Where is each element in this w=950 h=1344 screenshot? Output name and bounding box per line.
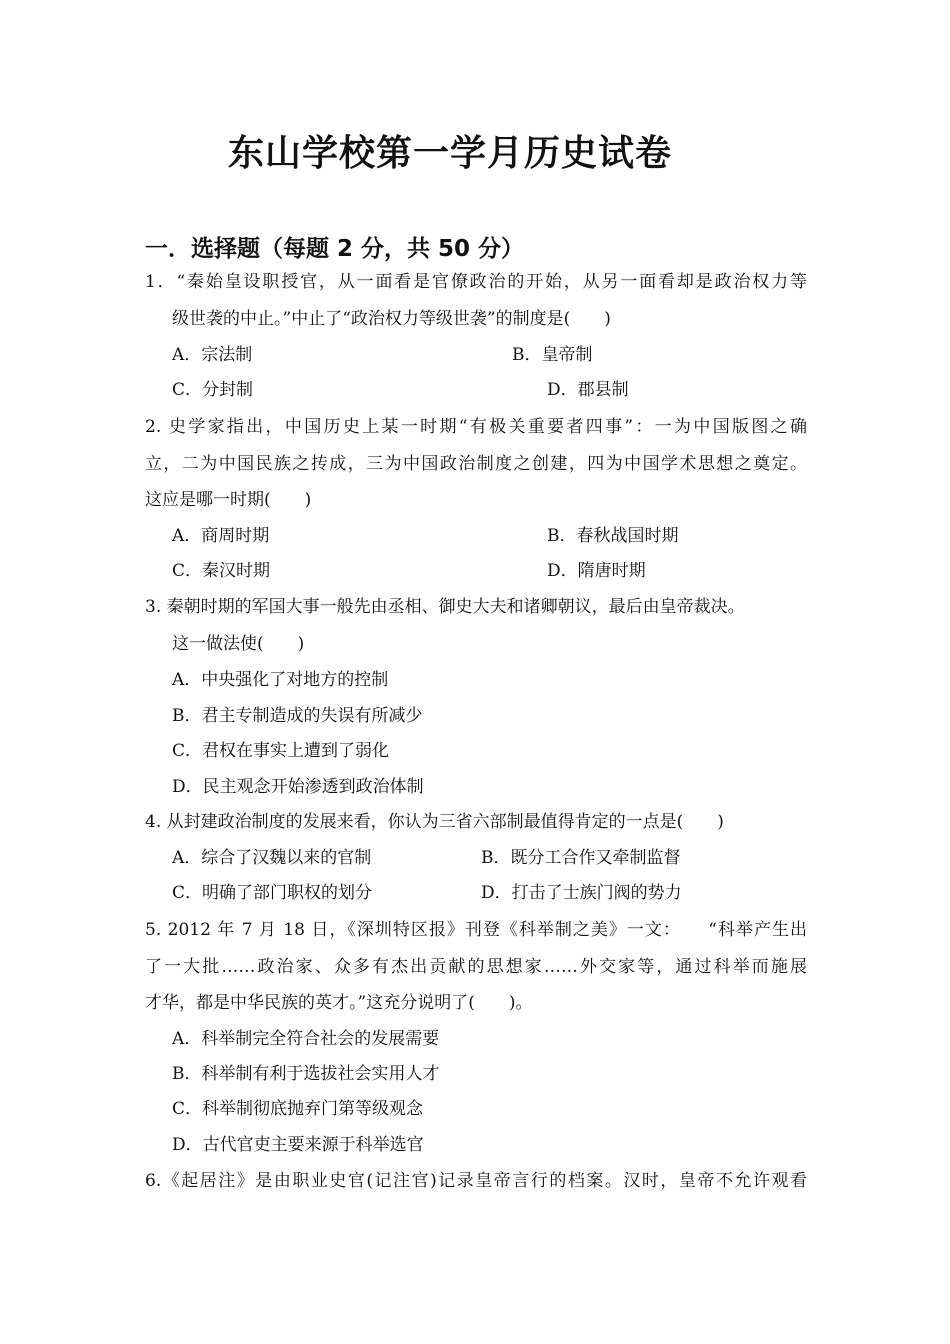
q4-stem-line1: 4. 从封建政治制度的发展来看，你认为三省六部制最值得肯定的一点是( ) [145,812,724,832]
q1-stem-line2: 级世袭的中止。”中止了“政治权力等级世袭”的制度是( ) [172,309,611,329]
q4-option-c: C．明确了部门职权的划分 [172,883,373,903]
q1-option-d: D．郡县制 [547,380,629,400]
q5-option-d: D．古代官吏主要来源于科举选官 [172,1135,424,1155]
q2-option-a: A．商周时期 [172,526,270,546]
q3-option-a: A．中央强化了对地方的控制 [172,670,389,690]
q3-option-b: B．君主专制造成的失误有所减少 [172,706,423,726]
q5-stem-line1: 5. 2012 年 7 月 18 日，《深圳特区报》刊登《科举制之美》一文： “科举产生出 [145,920,807,940]
q4-option-b: B．既分工合作又牵制监督 [481,848,681,868]
q1-stem-line1: 1．“秦始皇设职授官，从一面看是官僚政治的开始，从另一面看却是政治权力等 [145,272,807,292]
q5-option-a: A．科举制完全符合社会的发展需要 [172,1029,440,1049]
q1-option-a: A．宗法制 [172,345,253,365]
q3-stem-line2: 这一做法使( ) [172,634,305,654]
q5-stem-line3: 才华，都是中华民族的英才。”这充分说明了( )。 [145,993,533,1013]
q4-option-d: D．打击了士族门阀的势力 [481,883,682,903]
q2-stem-line3: 这应是哪一时期( ) [145,490,312,510]
exam-title: 东山学校第一学月历史试卷 [227,133,672,174]
q1-option-c: C．分封制 [172,380,254,400]
q1-option-b: B．皇帝制 [512,345,593,365]
q2-stem-line1: 2. 史学家指出，中国历史上某一时期“有极关重要者四事”：一为中国版图之确 [145,417,807,437]
q2-stem-line2: 立，二为中国民族之抟成，三为中国政治制度之创建，四为中国学术思想之奠定。 [145,454,807,474]
q4-option-a: A．综合了汉魏以来的官制 [172,848,372,868]
q5-option-c: C．科举制彻底抛弃门第等级观念 [172,1099,424,1119]
q6-stem-line1: 6.《起居注》是由职业史官(记注官)记录皇帝言行的档案。汉时，皇帝不允许观看 [145,1171,807,1191]
q5-stem-line2: 了一大批……政治家、众多有杰出贡献的思想家……外交家等，通过科举而施展 [145,957,807,977]
q5-option-b: B．科举制有利于选拔社会实用人才 [172,1064,440,1084]
q2-option-c: C．秦汉时期 [172,561,271,581]
q3-stem-line1: 3. 秦朝时期的军国大事一般先由丞相、御史大夫和诸卿朝议，最后由皇帝裁决。 [145,597,745,617]
section-heading: 一．选择题（每题 2 分，共 50 分） [145,236,525,262]
q2-option-b: B．春秋战国时期 [547,526,679,546]
q3-option-d: D．民主观念开始渗透到政治体制 [172,777,424,797]
q2-option-d: D．隋唐时期 [547,561,646,581]
q3-option-c: C．君权在事实上遭到了弱化 [172,741,390,761]
